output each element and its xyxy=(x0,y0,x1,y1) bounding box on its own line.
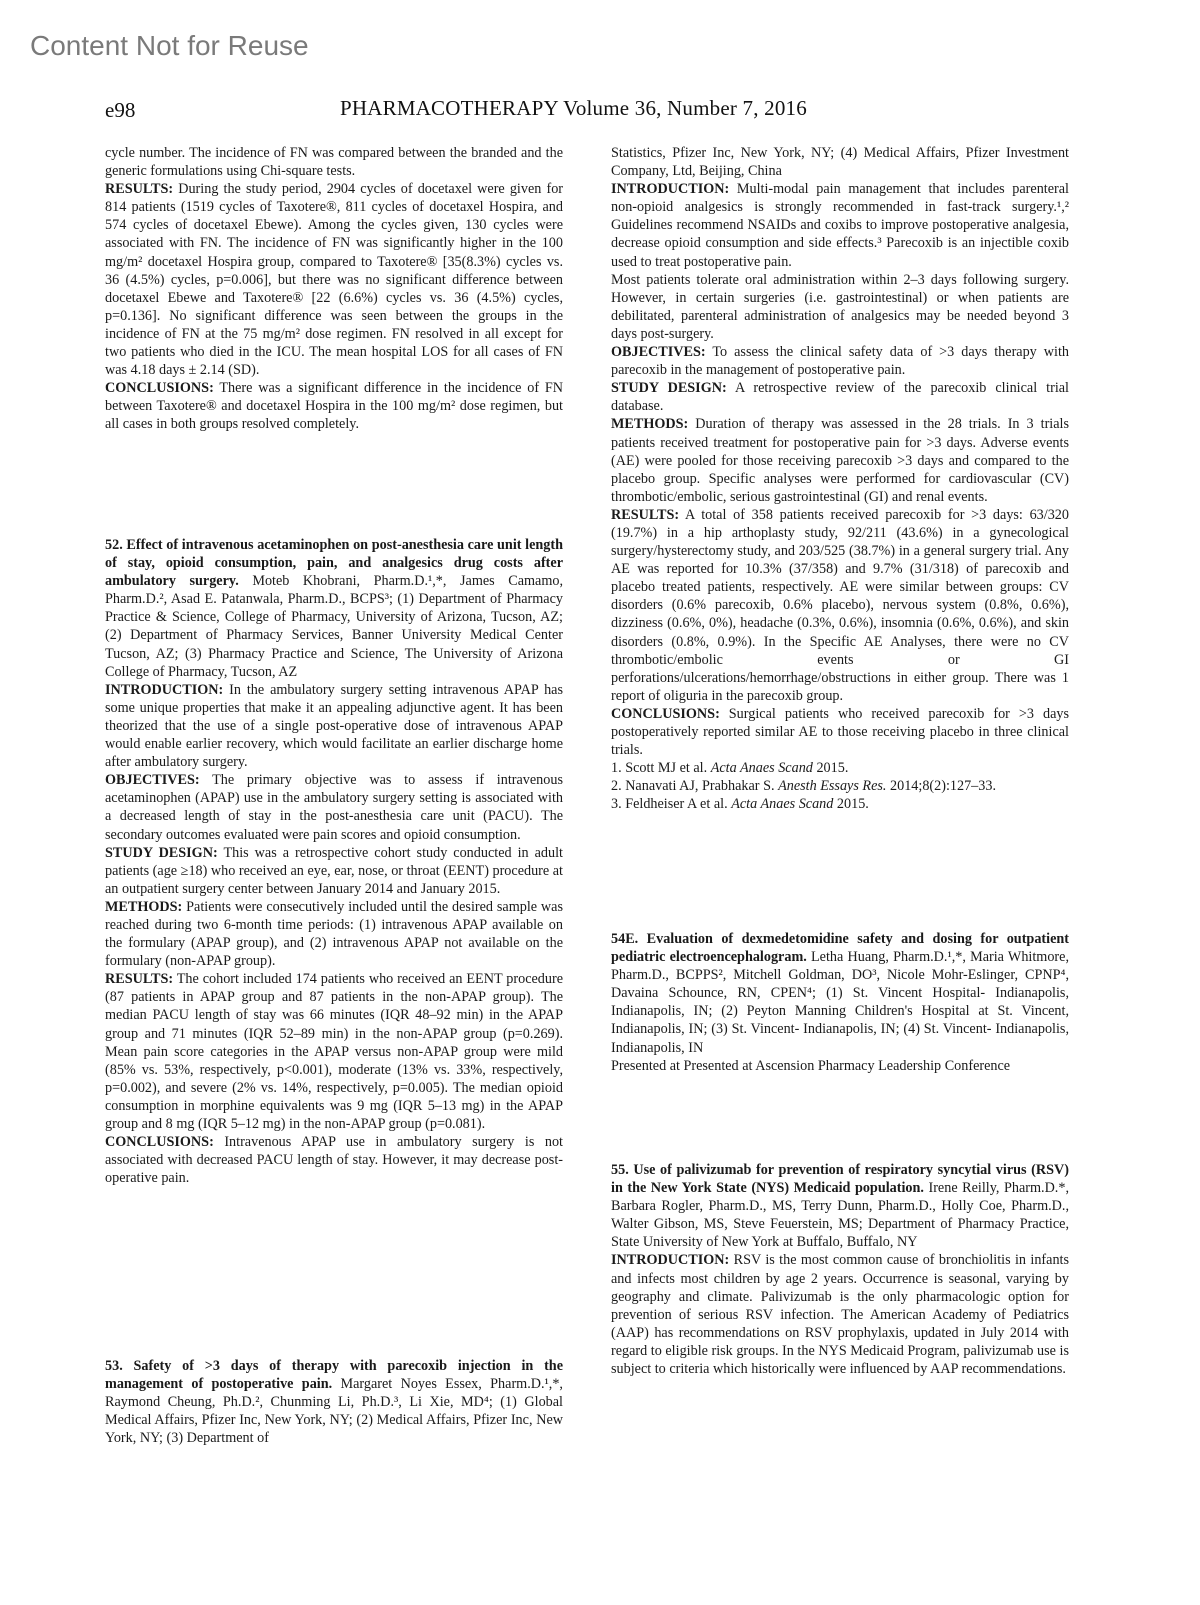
reference-list xyxy=(611,759,1069,813)
presented-note: Presented at Presented at Ascension Pharmacy Leadership Conference xyxy=(611,1057,1011,1074)
intro-paragraph-2: Most patients tolerate oral administration within 2–3 days following surgery. However, in certain surgeries (i.e. gastrointestinal) or when patients are debilitated, parenteral administration of analgesics may be needed beyond 3 days post-surgery. xyxy=(611,271,1069,342)
abstract-52-heading xyxy=(105,536,563,681)
page-number: e98 xyxy=(105,98,136,122)
abstract-52-title: 52. Effect of intravenous acetaminophen on post-anesthesia care unit length of stay, opioid consumption, pain, and analgesics drug costs after ambulatory surgery. xyxy=(105,537,563,590)
intro-paragraph xyxy=(611,1251,1069,1378)
intro-label: INTRODUCTION: xyxy=(611,181,730,198)
conclusions-paragraph xyxy=(105,379,563,433)
objectives-text: To assess the clinical safety data of >3 days therapy with parecoxib in the management of postoperative pain. xyxy=(611,344,1069,379)
abstract-53-authors: Margaret Noyes Essex, Pharm.D.¹,*, Raymond Cheung, Ph.D.², Chunming Li, Ph.D.³, Li Xie, MD⁴; (1) Global Medical Affairs, Pfizer Inc, New York, NY; (2) Medical Affairs, Pfizer Inc, New York, NY; (3) Department of xyxy=(105,1376,563,1447)
abstract-54E-heading xyxy=(611,930,1069,1057)
abstract-55-authors: Irene Reilly, Pharm.D.*, Barbara Rogler, Pharm.D., MS, Terry Dunn, Pharm.D., Holly Coe, Pharm.D., Walter Gibson, MS, Steve Feuerstein, MS; Department of Pharmacy Practice, State University of New York at Buffalo, Buffalo, NY xyxy=(611,1180,1069,1251)
results-text: The cohort included 174 patients who received an EENT procedure (87 patients in APAP group and 87 patients in the non-APAP group). The median PACU length of stay was 66 minutes (IQR 48–92 min) in the APAP group and 71 minutes (IQR 52–89 min) in the non-APAP group (p=0.269). Mean pain score categories in the APAP versus non-APAP group were mild (85% vs. 53%, respectively, p<0.001), moderate (13% vs. 33%, respectively, p=0.002), and severe (2% vs. 14%, respectively, p=0.005). The median opioid consumption in morphine equivalents was 9 mg (IQR 5–13 mg) in the APAP group and 8 mg (IQR 5–12 mg) in the non-APAP group (p=0.081). xyxy=(105,971,563,1132)
running-head: PHARMACOTHERAPY Volume 36, Number 7, 2016 xyxy=(340,96,807,120)
design-text: A retrospective review of the parecoxib clinical trial database. xyxy=(611,380,1069,415)
intro-text: RSV is the most common cause of bronchiolitis in infants and infects most children by age 2 years. Occurrence is seasonal, varying by geography and climate. Palivizumab is the only pharmacologic option for prevention of serious RSV infection. The American Academy of Pediatrics (AAP) has recommendations on RSV prophylaxis, updated in July 2014 with regard to eligible risk groups. In the NYS Medicaid Program, palivizumab use is subject to criteria which historically were influenced by AAP recommendations. xyxy=(611,1252,1070,1378)
abstract-51-continued xyxy=(105,144,563,434)
objectives-paragraph xyxy=(611,343,1069,379)
methods-text: Patients were consecutively included until the desired sample was reached during two 6-month time periods: (1) intravenous APAP available on the formulary (APAP group), and (2) intravenous APAP not available on the formulary (non-APAP group). xyxy=(105,898,563,970)
abstract-54E-title: 54E. Evaluation of dexmedetomidine safety and dosing for outpatient pediatric electroencephalogram. xyxy=(611,931,1069,966)
affiliation-continued: Statistics, Pfizer Inc, New York, NY; (4) Medical Affairs, Pfizer Investment Company, Ltd, Beijing, China xyxy=(611,145,1069,180)
watermark: Content Not for Reuse xyxy=(30,30,309,61)
conclusions-label: CONCLUSIONS: xyxy=(105,380,214,397)
methods-label: METHODS: xyxy=(105,898,183,915)
intro-text: In the ambulatory surgery setting intravenous APAP has some unique properties that make it an appealing adjunctive agent. It has been theorized that the use of a single post-operative dose of intravenous APAP would enable earlier recovery, which would facilitate an earlier discharge home after ambulatory surgery. xyxy=(105,681,563,771)
objectives-label: OBJECTIVES: xyxy=(105,772,200,789)
design-paragraph xyxy=(105,844,563,898)
methods-continued: cycle number. The incidence of FN was compared between the branded and the generic formulations using Chi-square tests. xyxy=(105,145,563,180)
design-label: STUDY DESIGN: xyxy=(611,380,727,397)
results-text: During the study period, 2904 cycles of docetaxel were given for 814 patients (1519 cycles of Taxotere®, 811 cycles of docetaxel Hospira, and 574 cycles of docetaxel Ebewe). Among the cycles given, 130 cycles were associated with FN. The incidence of FN was significantly higher in the 100 mg/m² docetaxel Hospira group, compared to Taxotere® [35(8.3%) cycles vs. 36 (4.5%) cycles, p=0.006], but there was no significant difference between docetaxel Ebewe and Taxotere® [22 (6.6%) cycles vs. 36 (4.5%) cycles, p=0.136]. No significant difference was seen between the groups in the incidence of FN at the 75 mg/m² dose regimen. FN resolved in all except for two patients who died in the ICU. The mean hospital LOS for all cases of FN was 4.18 days ± 2.14 (SD). xyxy=(105,181,564,379)
conclusions-paragraph xyxy=(105,1133,563,1187)
methods-paragraph xyxy=(105,898,563,970)
reference-journal: Acta Anaes Scand xyxy=(731,796,834,813)
design-paragraph xyxy=(611,379,1069,415)
intro-paragraph xyxy=(611,180,1069,270)
abstract-53-heading xyxy=(105,1357,563,1447)
intro-text: Multi-modal pain management that includes parenteral non-opioid analgesics is strongly recommended in fast-track surgery.¹,² Guidelines recommend NSAIDs and coxibs to improve postoperative analgesia, decrease opioid consumption and side effects.³ Parecoxib is an injectible coxib used to treat postoperative pain. xyxy=(611,181,1069,270)
intro-label: INTRODUCTION: xyxy=(105,681,224,698)
conclusions-text: Intravenous APAP use in ambulatory surgery is not associated with decreased PACU length of stay. However, it may decrease post-operative pain. xyxy=(105,1134,563,1187)
methods-text: Duration of therapy was assessed in the 28 trials. In 3 trials patients received treatment for postoperative pain for >3 days. Adverse events (AE) were pooled for those receiving parecoxib >3 days and compared to the placebo group. Specific analyses were performed for cardiovascular (CV) thrombotic/embolic, serious gastrointestinal (GI) and renal events. xyxy=(611,416,1069,505)
abstract-55-title: 55. Use of palivizumab for prevention of respiratory syncytial virus (RSV) in the New York State (NYS) Medicaid population. xyxy=(611,1162,1069,1197)
abstract-54E-authors: Letha Huang, Pharm.D.¹,*, Maria Whitmore, Pharm.D., BCPPS², Mitchell Goldman, DO³, Nicole Mohr-Eslinger, CPNP⁴, Davaina Schounce, RN, CPEN⁴; (1) St. Vincent Hospital- Indianapolis, Indianapolis, IN; (2) Peyton Manning Children's Hospital at St. Vincent, Indianapolis, IN; (3) St. Vincent- Indianapolis, IN; (4) St. Vincent- Indianapolis, Indianapolis, IN xyxy=(611,949,1069,1056)
reference-journal: Anesth Essays Res. xyxy=(778,778,887,795)
reference-item: 2. Nanavati AJ, Prabhakar S. Anesth Essays Res. 2014;8(2):127–33. xyxy=(611,778,997,795)
results-label: RESULTS: xyxy=(105,181,174,198)
conclusions-label: CONCLUSIONS: xyxy=(611,705,720,722)
results-paragraph xyxy=(611,506,1069,705)
results-text: A total of 358 patients received parecoxib for >3 days: 63/320 (19.7%) in a hip arthoplasty study, 92/211 (43.6%) in a gynecological surgery/hysterectomy study, and 203/525 (38.7%) in a general surgery trial. Any AE was reported for 10.3% (37/358) and 9.7% (31/318) of parecoxib and placebo treated patients, respectively. AE were similar between groups: CV disorders (0.6% parecoxib, 0.6% placebo), nervous system (0.8%, 0.6%), dizziness (0.6%, 0%), headache (0.3%, 0.6%), insomnia (0.6%, 0.6%), and skin disorders (0.8%, 0.9%). In the Specific AE Analyses, there were no CV thrombotic/embolic events or GI perforations/ulcerations/hemorrhage/obstructions in either group. There was 1 report of oliguria in the parecoxib group. xyxy=(611,506,1069,704)
conclusions-paragraph xyxy=(611,705,1069,759)
abstract-52 xyxy=(105,536,563,1187)
abstract-54E xyxy=(611,930,1069,1075)
abstract-55-heading xyxy=(611,1161,1069,1251)
conclusions-text: Surgical patients who received parecoxib for >3 days postoperatively reported similar AE to those receiving placebo in three clinical trials. xyxy=(611,705,1069,759)
reference-item: 1. Scott MJ et al. Acta Anaes Scand 2015. xyxy=(611,760,849,777)
design-text: This was a retrospective cohort study conducted in adult patients (age ≥18) who received an eye, ear, nose, or throat (EENT) procedure at an outpatient surgery center between January 2014 and January 2015. xyxy=(105,844,563,897)
reference-item: 3. Feldheiser A et al. Acta Anaes Scand 2015. xyxy=(611,796,869,813)
intro-label: INTRODUCTION: xyxy=(611,1252,730,1269)
abstract-53 xyxy=(105,1357,563,1447)
abstract-55 xyxy=(611,1161,1069,1378)
objectives-label: OBJECTIVES: xyxy=(611,344,706,361)
conclusions-text: There was a significant difference in the incidence of FN between Taxotere® and docetaxel Hospira in the 100 mg/m² dose regimen, but all cases in both groups resolved completely. xyxy=(105,380,563,433)
objectives-paragraph xyxy=(105,771,563,843)
design-label: STUDY DESIGN: xyxy=(105,844,218,861)
intro-paragraph xyxy=(105,681,563,771)
methods-paragraph xyxy=(611,415,1069,505)
results-paragraph xyxy=(105,970,563,1133)
reference-journal: Acta Anaes Scand xyxy=(710,760,813,777)
abstract-52-authors: Moteb Khobrani, Pharm.D.¹,*, James Camamo, Pharm.D.², Asad E. Patanwala, Pharm.D., BCPS³; (1) Department of Pharmacy Practice & Science, College of Pharmacy, University of Arizona, Tucson, AZ; (2) Department of Pharmacy Services, Banner University Medical Center Tucson, AZ; (3) Pharmacy Practice and Science, The University of Arizona College of Pharmacy, Tucson, AZ xyxy=(105,573,564,680)
conclusions-label: CONCLUSIONS: xyxy=(105,1134,214,1151)
abstract-53-continued xyxy=(611,144,1069,813)
objectives-text: The primary objective was to assess if intravenous acetaminophen (APAP) use in the ambulatory surgery setting is associated with a decreased length of stay in the post-anesthesia care unit (PACU). The secondary outcomes evaluated were pain scores and opioid consumption. xyxy=(105,772,563,843)
results-label: RESULTS: xyxy=(105,971,174,988)
results-paragraph xyxy=(105,180,563,379)
results-label: RESULTS: xyxy=(611,506,680,523)
abstract-53-title: 53. Safety of >3 days of therapy with parecoxib injection in the management of postoperative pain. xyxy=(105,1358,563,1393)
methods-label: METHODS: xyxy=(611,416,689,433)
